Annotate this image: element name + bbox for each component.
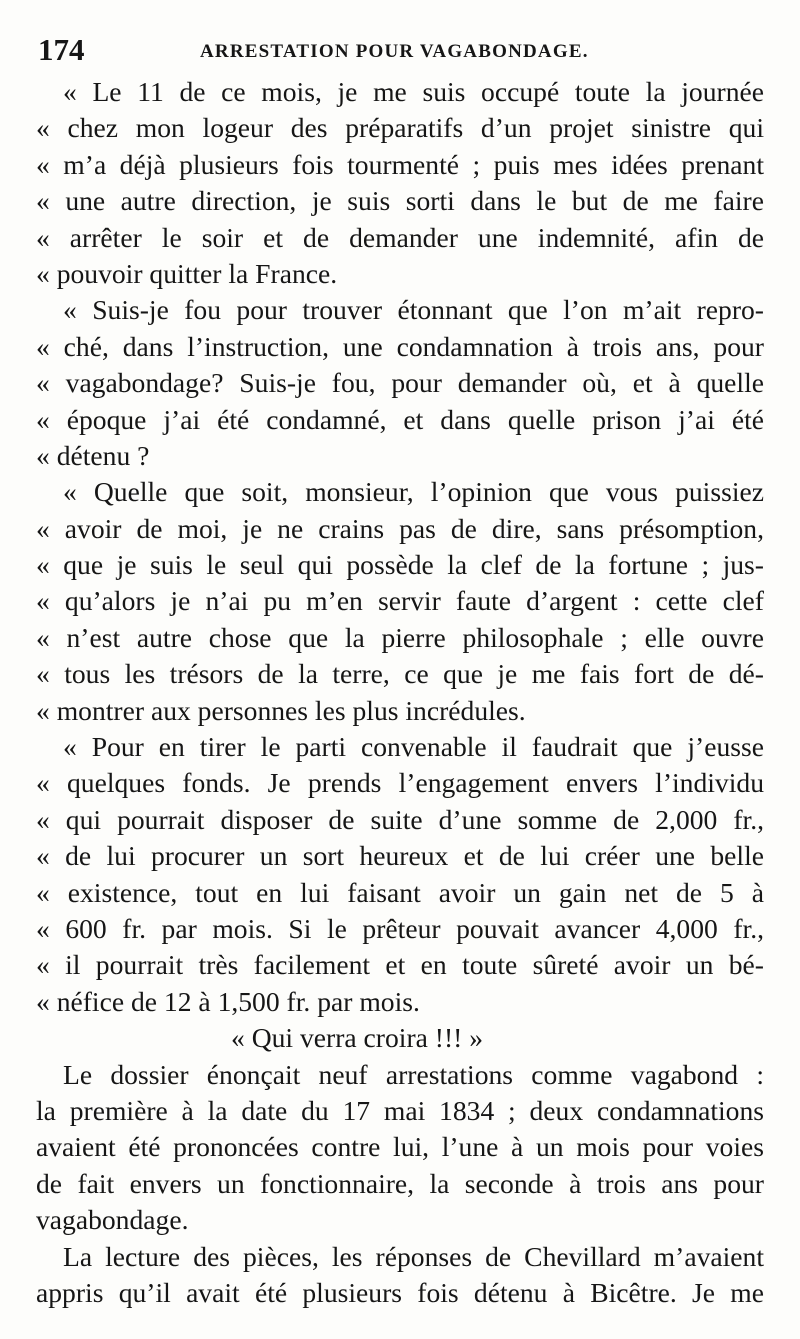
body-text [36, 74, 764, 1311]
page-header [38, 32, 760, 68]
text-line: « n’est autre chose que la pierre philosophale ; elle ouvre [36, 621, 764, 653]
text-line: « avoir de moi, je ne crains pas de dire, sans présomption, [36, 512, 764, 544]
text-line: « Quelle que soit, monsieur, l’opinion que vous puissiez [63, 476, 764, 508]
text-line: « Le 11 de ce mois, je me suis occupé toute la journée [63, 76, 764, 107]
text-line: « Qui verra croira !!! » [231, 1022, 484, 1054]
text-line: « Suis-je fou pour trouver étonnant que l’on m’ait repro- [63, 294, 764, 326]
text-line: « époque j’ai été condamné, et dans quelle prison j’ai été [36, 403, 764, 435]
text-line: appris qu’il avait été plusieurs fois détenu à Bicêtre. Je me [36, 1276, 764, 1308]
text-line: « tous les trésors de la terre, ce que je me fais fort de dé- [36, 658, 764, 690]
text-line: « une autre direction, je suis sorti dans le but de me faire [36, 185, 764, 217]
page-number: 174 [38, 32, 85, 67]
text-line: « néfice de 12 à 1,500 fr. par mois. [36, 985, 420, 1017]
text-line: « 600 fr. par mois. Si le prêteur pouvait avancer 4,000 fr., [36, 912, 764, 944]
text-line: « montrer aux personnes les plus incrédules. [36, 694, 526, 726]
text-line: « Pour en tirer le parti convenable il faudrait que j’eusse [63, 731, 764, 763]
text-line: « existence, tout en lui faisant avoir un gain net de 5 à [36, 876, 764, 908]
text-line: vagabondage. [36, 1204, 189, 1236]
text-line: « qu’alors je n’ai pu m’en servir faute d’argent : cette clef [36, 585, 764, 617]
running-title: ARRESTATION POUR VAGABONDAGE. [200, 41, 589, 62]
text-line: de fait envers un fonctionnaire, la seconde à trois ans pour [36, 1167, 764, 1199]
text-line: « il pourrait très facilement et en toute sûreté avoir un bé- [36, 949, 764, 981]
text-line: Le dossier énonçait neuf arrestations comme vagabond : [63, 1058, 764, 1090]
text-line: « chez mon logeur des préparatifs d’un projet sinistre qui [36, 112, 764, 144]
text-line: « arrêter le soir et de demander une indemnité, afin de [36, 221, 764, 253]
text-line: « de lui procurer un sort heureux et de lui créer une belle [36, 840, 764, 872]
text-line: « qui pourrait disposer de suite d’une somme de 2,000 fr., [36, 803, 764, 835]
text-line: « quelques fonds. Je prends l’engagement envers l’individu [36, 767, 764, 799]
text-line: La lecture des pièces, les réponses de Chevillard m’avaient [63, 1240, 764, 1272]
text-line: « vagabondage? Suis-je fou, pour demander où, et à quelle [36, 367, 764, 399]
text-line: « m’a déjà plusieurs fois tourmenté ; puis mes idées prenant [36, 148, 764, 180]
text-line: « détenu ? [36, 439, 150, 471]
text-line: la première à la date du 17 mai 1834 ; deux condamnations [36, 1094, 764, 1126]
text-line: « que je suis le seul qui possède la clef de la fortune ; jus- [36, 549, 764, 581]
text-line: « pouvoir quitter la France. [36, 257, 338, 289]
text-line: avaient été prononcées contre lui, l’une à un mois pour voies [36, 1131, 764, 1163]
text-line: « ché, dans l’instruction, une condamnation à trois ans, pour [36, 330, 764, 362]
